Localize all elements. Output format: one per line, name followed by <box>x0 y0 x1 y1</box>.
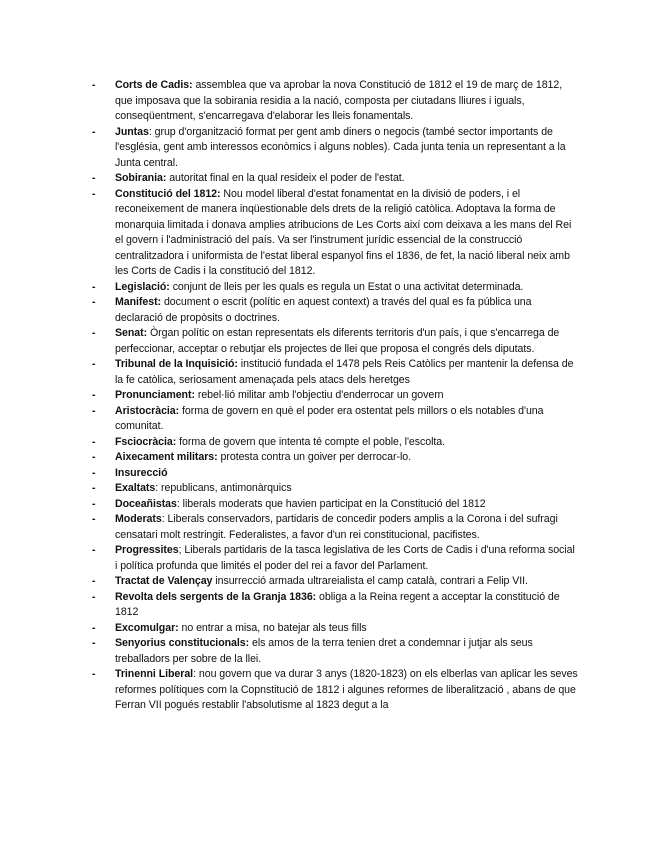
glossary-term: Doceañistas <box>115 497 177 510</box>
bullet-marker: - <box>92 637 96 649</box>
bullet-marker: - <box>92 435 96 448</box>
glossary-term: Moderats <box>115 513 162 525</box>
bullet-marker: - <box>92 575 96 587</box>
glossary-definition: document o escrit (polític en aquest context) a través del qual es fa pública una declaració de propòsits o doctrines. <box>115 296 532 324</box>
glossary-term: Progressites <box>115 544 179 556</box>
bullet-marker: - <box>92 187 96 200</box>
bullet-marker: - <box>92 327 96 339</box>
glossary-term: Fsciocràcia: <box>115 435 177 448</box>
glossary-entry <box>92 590 578 621</box>
glossary-term: Juntas <box>115 125 149 138</box>
glossary-entry <box>92 574 578 590</box>
glossary-entry <box>92 435 578 451</box>
glossary-entry <box>92 621 578 637</box>
bullet-marker: - <box>92 513 96 525</box>
glossary-definition: els amos de la terra tenien dret a condemnar i jutjar als seus treballadors per sobre de la llei. <box>115 637 533 665</box>
bullet-marker: - <box>92 389 96 401</box>
glossary-term: Trinenni Liberal <box>115 668 194 680</box>
glossary-entry <box>92 404 578 435</box>
glossary-term: Excomulgar: <box>115 621 179 634</box>
glossary-definition: protesta contra un goiver per derrocar-lo. <box>217 451 411 463</box>
glossary-term: Revolta dels sergents de la Granja 1836: <box>115 590 317 603</box>
bullet-marker: - <box>92 404 96 417</box>
glossary-entry <box>92 357 578 388</box>
glossary-definition: rebel·lió militar amb l'objectiu d'enderrocar un govern <box>194 389 444 401</box>
glossary-entry <box>92 543 578 574</box>
bullet-marker: - <box>92 296 96 308</box>
glossary-definition: Òrgan polític on estan representats els diferents territoris d'un país, i que s'encarrega de perfeccionar, acceptar o rebutjar els projectes de llei que proposa el congrés dels diputats. <box>115 327 560 355</box>
glossary-definition: : grup d'organització format per gent amb diners o negocis (també sector importants de l'església, gent amb interessos econòmics i alguns nobles). Cada junta tenia un representant a la Junta central. <box>115 125 566 169</box>
glossary-term: Legislació: <box>115 280 170 293</box>
bullet-marker: - <box>92 172 96 184</box>
glossary-term: Pronunciament: <box>115 389 195 401</box>
glossary-entry <box>92 388 578 404</box>
glossary-term: Insurecció <box>115 466 168 479</box>
glossary-term: Exaltats <box>115 482 156 494</box>
glossary-term: Corts de Cadis: <box>115 79 193 91</box>
glossary-term: Manifest: <box>115 296 162 308</box>
glossary-term: Constitució del 1812: <box>115 187 221 200</box>
glossary-definition: : Liberals conservadors, partidaris de concedir poders amplis a la Corona i del sufragi censatari molt restringit. Federalistes, a favor d'un rei constitucional, pacifistes. <box>115 513 558 541</box>
bullet-marker: - <box>92 79 96 91</box>
glossary-definition: conjunt de lleis per les quals es regula un Estat o una activitat determinada. <box>169 280 524 293</box>
bullet-marker: - <box>92 125 96 138</box>
glossary-entry <box>92 326 578 357</box>
bullet-marker: - <box>92 466 96 479</box>
bullet-marker: - <box>92 668 96 680</box>
glossary-term: Aixecament militars: <box>115 451 218 463</box>
glossary-term: Aristocràcia: <box>115 404 180 417</box>
glossary-definition: no entrar a misa, no batejar als teus fills <box>178 621 367 634</box>
glossary-definition: : republicans, antimonàrquics <box>155 482 292 494</box>
glossary-definition: : nou govern que va durar 3 anys (1820-1823) on els elberlas van aplicar les seves reformes polítiques com la Copnstitució de 1812 i algunes reformes de liberalització , abans de que Ferran VII pogués restablir l'absolutisme al 1823 degut a la <box>115 668 578 711</box>
glossary-definition: : liberals moderats que havien participat en la Constitució del 1812 <box>176 497 486 510</box>
glossary-entry <box>92 497 578 513</box>
glossary-term: Tractat de Valençay <box>115 575 213 587</box>
glossary-term: Tribunal de la Inquisició: <box>115 358 238 370</box>
glossary-definition: institució fundada el 1478 pels Reis Catòlics per mantenir la defensa de la fe catòlica, seriosament amenaçada pels atacs dels heretges <box>115 358 574 386</box>
bullet-marker: - <box>92 544 96 556</box>
glossary-entry <box>92 187 578 280</box>
glossary-list <box>92 78 578 714</box>
glossary-entry <box>92 280 578 296</box>
glossary-definition: autoritat final en la qual resideix el poder de l'estat. <box>166 172 405 184</box>
glossary-definition: assemblea que va aprobar la nova Constitució de 1812 el 19 de març de 1812, que imposava que la sobirania residia a la nació, composta per ciutadans lliures i iguals, conseqüentment, s'encarregava d'elaborar les lleis fonamentals. <box>115 79 563 122</box>
glossary-definition: obliga a la Reina regent a acceptar la constitució de 1812 <box>115 590 560 618</box>
glossary-term: Sobirania: <box>115 172 167 184</box>
glossary-entry <box>92 78 578 125</box>
glossary-entry <box>92 667 578 714</box>
bullet-marker: - <box>92 482 96 494</box>
glossary-definition: ; Liberals partidaris de la tasca legislativa de les Corts de Cadis i d'una reforma social i política profunda que limités el poder del rei a favor del Parlament. <box>115 544 575 572</box>
glossary-definition: Nou model liberal d'estat fonamentat en la divisió de poders, i el reconeixement de manera inqüestionable dels drets de la religió catòlica. Adoptava la forma de monarquia limitada i donava amplies atribucions de Les Corts així com deixava a les mans del Rei el govern i l'administració del país. Va ser l'instrument jurídic essencial de la construcció centralitzadora i uniformista de l'estat liberal espanyol fins el 1836, de fet, la nació liberal neix amb les Corts de Cadis i la constitució del 1812. <box>115 187 572 277</box>
glossary-entry <box>92 636 578 667</box>
bullet-marker: - <box>92 280 96 293</box>
bullet-marker: - <box>92 621 96 634</box>
glossary-entry <box>92 125 578 172</box>
glossary-definition: forma de govern que intenta té compte el poble, l'escolta. <box>176 435 446 448</box>
bullet-marker: - <box>92 497 96 510</box>
glossary-entry <box>92 450 578 466</box>
glossary-definition: insurrecció armada ultrareialista el camp català, contrari a Felip VII. <box>212 575 528 587</box>
bullet-marker: - <box>92 590 96 603</box>
glossary-entry <box>92 512 578 543</box>
glossary-entry <box>92 481 578 497</box>
glossary-definition: forma de govern en què el poder era ostentat pels millors o els notables d'una comunitat. <box>115 404 544 432</box>
bullet-marker: - <box>92 451 96 463</box>
glossary-entry <box>92 466 578 482</box>
glossary-entry <box>92 295 578 326</box>
glossary-term: Senat: <box>115 327 148 339</box>
glossary-entry <box>92 171 578 187</box>
bullet-marker: - <box>92 358 96 370</box>
glossary-term: Senyorius constitucionals: <box>115 637 250 649</box>
